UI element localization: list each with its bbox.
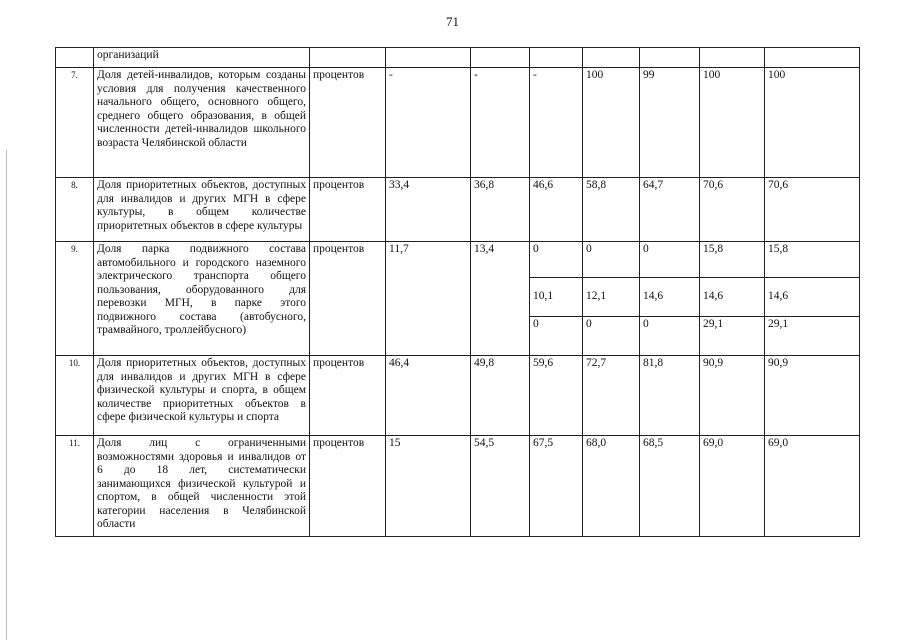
row-number: 10.	[56, 356, 94, 436]
value-cell: 90,9	[700, 356, 765, 436]
table-row	[56, 436, 860, 537]
unit-cell: процентов	[310, 356, 386, 436]
value-cell: 100	[583, 68, 640, 178]
value-cell: 64,7	[640, 178, 700, 242]
row-number: 7.	[56, 68, 94, 178]
value-cell: 29,1	[765, 317, 860, 356]
value-cell: 0	[583, 317, 640, 356]
value-cell: 46,6	[530, 178, 583, 242]
value-cell	[700, 48, 765, 68]
value-cell: 68,0	[583, 436, 640, 537]
value-cell: 11,7	[386, 242, 471, 356]
indicator-description: Доля лиц с ограниченными возможностями здоровья и инвалидов от 6 до 18 лет, систематически занимающихся физической культурой и спортом, в общей численности этой категории населения в Челябинской области	[94, 436, 310, 537]
value-cell: 0	[640, 317, 700, 356]
value-cell: 90,9	[765, 356, 860, 436]
value-cell: 72,7	[583, 356, 640, 436]
value-cell: 0	[530, 242, 583, 278]
value-cell: 69,0	[765, 436, 860, 537]
value-cell	[640, 48, 700, 68]
value-cell: 99	[640, 68, 700, 178]
unit-cell: процентов	[310, 436, 386, 537]
value-cell	[530, 48, 583, 68]
table-row	[56, 356, 860, 436]
value-cell: 49,8	[471, 356, 530, 436]
value-cell: 0	[640, 242, 700, 278]
value-cell: 15	[386, 436, 471, 537]
table-row	[56, 178, 860, 242]
table-row	[56, 242, 860, 278]
unit-cell	[310, 48, 386, 68]
indicator-description: Доля детей-инвалидов, которым созданы условия для получения качественного начального общего, основного общего, среднего общего образования, в общей численности детей-инвалидов школьного возраста Челябинской области	[94, 68, 310, 178]
indicator-description: Доля парка подвижного состава автомобильного и городского наземного электрического транспорта общего пользования, оборудованного для перевозки МГН, в парке этого подвижного состава (автобусного, трамвайного, троллейбусного)	[94, 242, 310, 356]
unit-cell: процентов	[310, 178, 386, 242]
value-cell: 12,1	[583, 278, 640, 317]
scan-edge-line	[6, 150, 7, 640]
value-cell	[471, 48, 530, 68]
row-number: 11.	[56, 436, 94, 537]
value-cell: 29,1	[700, 317, 765, 356]
value-cell: 69,0	[700, 436, 765, 537]
row-number	[56, 48, 94, 68]
value-cell: 68,5	[640, 436, 700, 537]
value-cell: 0	[530, 317, 583, 356]
value-cell: -	[386, 68, 471, 178]
value-cell: 58,8	[583, 178, 640, 242]
unit-cell: процентов	[310, 68, 386, 178]
table-row	[56, 48, 860, 68]
value-cell: 10,1	[530, 278, 583, 317]
page-number: 71	[446, 14, 459, 29]
value-cell: 0	[583, 242, 640, 278]
value-cell: 59,6	[530, 356, 583, 436]
value-cell: 14,6	[765, 278, 860, 317]
value-cell	[765, 48, 860, 68]
value-cell: 46,4	[386, 356, 471, 436]
value-cell: -	[530, 68, 583, 178]
value-cell: 14,6	[640, 278, 700, 317]
unit-cell: процентов	[310, 242, 386, 356]
value-cell: 13,4	[471, 242, 530, 356]
value-cell: 81,8	[640, 356, 700, 436]
value-cell: 14,6	[700, 278, 765, 317]
value-cell	[386, 48, 471, 68]
value-cell	[583, 48, 640, 68]
value-cell: -	[471, 68, 530, 178]
value-cell: 54,5	[471, 436, 530, 537]
row-number: 9.	[56, 242, 94, 356]
value-cell: 70,6	[700, 178, 765, 242]
value-cell: 33,4	[386, 178, 471, 242]
table-row	[56, 68, 860, 178]
value-cell: 100	[700, 68, 765, 178]
value-cell: 70,6	[765, 178, 860, 242]
value-cell: 15,8	[765, 242, 860, 278]
indicators-table	[55, 47, 860, 537]
value-cell: 67,5	[530, 436, 583, 537]
value-cell: 36,8	[471, 178, 530, 242]
value-cell: 15,8	[700, 242, 765, 278]
indicator-description: Доля приоритетных объектов, доступных для инвалидов и других МГН в сфере культуры, в общем количестве приоритетных объектов в сфере культуры	[94, 178, 310, 242]
indicator-description: организаций	[94, 48, 310, 68]
row-number: 8.	[56, 178, 94, 242]
indicator-description: Доля приоритетных объектов, доступных для инвалидов и других МГН в сфере физической культуры и спорта, в общем количестве приоритетных объектов в сфере физической культуры и спорта	[94, 356, 310, 436]
value-cell: 100	[765, 68, 860, 178]
